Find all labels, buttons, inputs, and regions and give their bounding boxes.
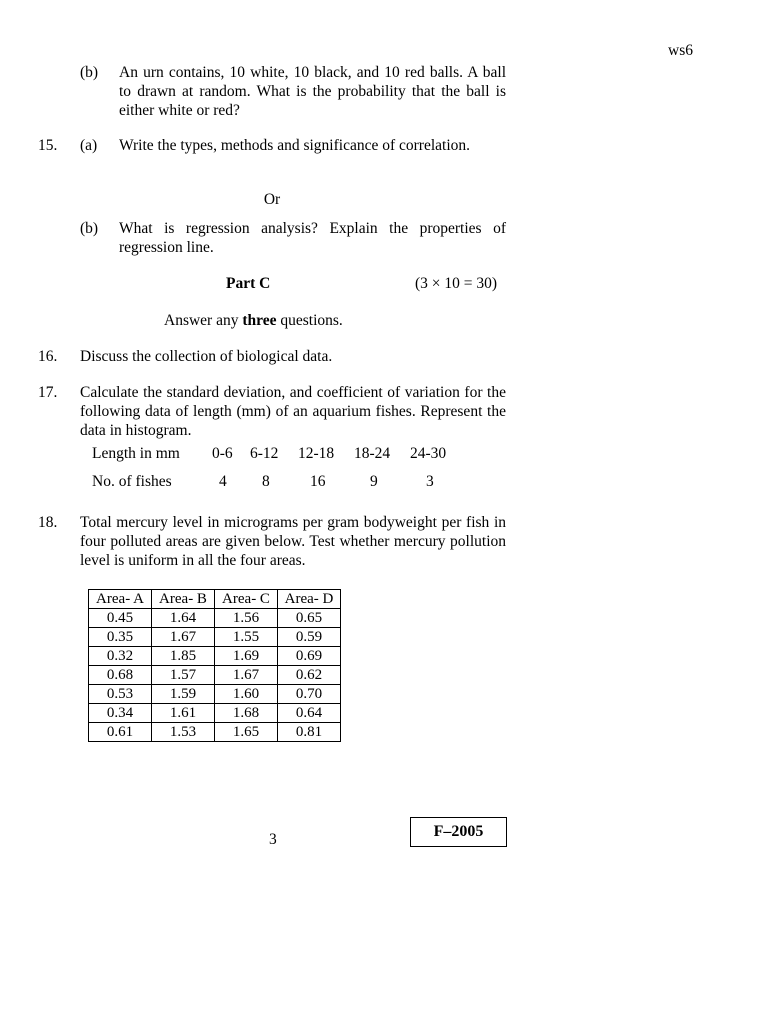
table-cell: 1.60 [215,685,278,704]
table-header-cell: Area- D [278,590,341,609]
q15b-label: (b) [80,220,99,237]
mercury-table [88,589,341,742]
length-range-cell: 6-12 [250,445,279,462]
count-cell: 8 [262,473,270,490]
q14b-text: An urn contains, 10 white, 10 black, and 10 red balls. A ball to drawn at random. What is the probability that the ball is either white or red? [119,64,506,119]
part-c-instruction [164,311,343,330]
table-cell: 0.53 [89,685,152,704]
length-range-cell: 18-24 [354,445,391,462]
table-cell: 1.65 [215,723,278,742]
length-range-cell: 0-6 [212,445,233,462]
page-number: 3 [269,831,277,848]
q17-text: Calculate the standard deviation, and coefficient of variation for the following data of length (mm) of an aquarium fishes. Represent the data in histogram. [80,384,506,439]
table-cell: 1.67 [152,628,215,647]
q18-number: 18. [38,514,58,531]
table-cell: 1.68 [215,704,278,723]
table-cell: 1.55 [215,628,278,647]
part-c-marks: (3 × 10 = 30) [415,275,498,292]
q15b-text: What is regression analysis? Explain the properties of regression line. [119,220,506,256]
instruction-pre: Answer any [164,312,243,329]
count-cell: 9 [370,473,378,490]
table-row [89,666,341,685]
table-cell: 0.70 [278,685,341,704]
instruction-bold: three [242,312,277,329]
table-cell: 0.34 [89,704,152,723]
table-header-cell: Area- C [215,590,278,609]
table-cell: 1.57 [152,666,215,685]
table-cell: 1.53 [152,723,215,742]
table-row [89,628,341,647]
length-range-cell: 12-18 [298,445,335,462]
table-cell: 1.61 [152,704,215,723]
q17-number: 17. [38,384,58,401]
part-c-title: Part C [226,275,271,292]
table-cell: 0.69 [278,647,341,666]
q14b-label: (b) [80,64,99,81]
q18-text: Total mercury level in micrograms per gram bodyweight per fish in four polluted areas are given below. Test whether mercury pollution level is uniform in all the four areas. [80,514,506,569]
table-cell: 0.65 [278,609,341,628]
table-header-cell: Area- B [152,590,215,609]
count-cell: 3 [426,473,434,490]
table-header-cell: Area- A [89,590,152,609]
count-row-label: No. of fishes [92,473,172,490]
length-row-label: Length in mm [92,445,180,462]
table-row [89,704,341,723]
q16-text: Discuss the collection of biological data. [80,348,333,365]
table-row [89,685,341,704]
count-cell: 16 [310,473,326,490]
table-cell: 0.68 [89,666,152,685]
table-cell: 1.85 [152,647,215,666]
table-cell: 0.45 [89,609,152,628]
table-cell: 0.64 [278,704,341,723]
page-header-code: ws6 [668,42,693,59]
q16-number: 16. [38,348,58,365]
table-row [89,609,341,628]
table-row [89,647,341,666]
table-cell: 0.32 [89,647,152,666]
table-cell: 0.61 [89,723,152,742]
table-row [89,723,341,742]
count-cell: 4 [219,473,227,490]
table-cell: 0.62 [278,666,341,685]
table-cell: 1.69 [215,647,278,666]
q15-or: Or [263,191,281,208]
table-cell: 1.67 [215,666,278,685]
instruction-post: questions. [276,312,343,329]
q15a-label: (a) [80,137,98,154]
table-header-row [89,590,341,609]
q15a-text: Write the types, methods and significance of correlation. [119,137,471,154]
table-cell: 0.59 [278,628,341,647]
paper-code-box: F–2005 [410,817,507,847]
table-cell: 1.56 [215,609,278,628]
table-cell: 1.59 [152,685,215,704]
table-cell: 0.35 [89,628,152,647]
table-cell: 1.64 [152,609,215,628]
q15-number: 15. [38,137,58,154]
table-cell: 0.81 [278,723,341,742]
length-range-cell: 24-30 [410,445,447,462]
